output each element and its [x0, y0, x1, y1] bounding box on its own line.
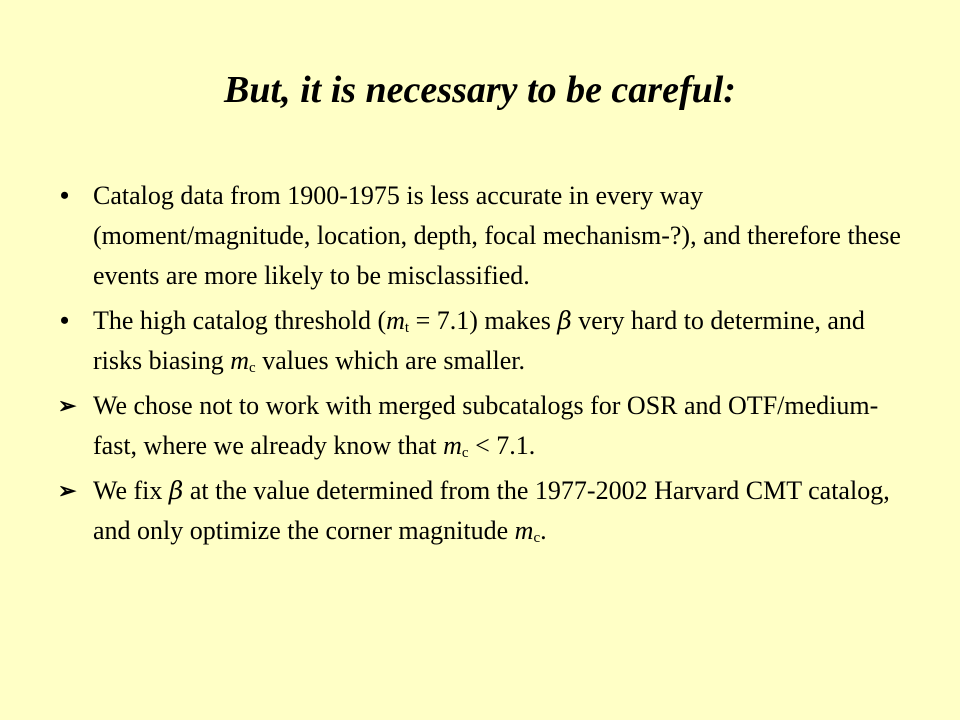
- math-m: m: [386, 306, 405, 335]
- math-m: m: [230, 346, 250, 375]
- bullet-dot-icon: •: [60, 306, 70, 335]
- bullet-item-2: [58, 301, 918, 381]
- bullet-item-1: [58, 176, 918, 296]
- subscript-c: c: [533, 530, 541, 546]
- bullet-item-3: [58, 386, 918, 466]
- bullet-item-4: [58, 471, 918, 551]
- bullet-text: Catalog data from 1900-1975 is less accurate in every way (moment/magnitude, location, depth, focal mechanism-?), and therefore these events are more likely to be misclassified.: [93, 181, 901, 290]
- bullet-dot-icon: •: [60, 181, 70, 210]
- arrow-bullet-icon: ➢: [58, 478, 77, 503]
- subscript-c: c: [249, 360, 256, 376]
- subscript-t: t: [404, 320, 410, 336]
- math-m: m: [443, 431, 462, 460]
- beta-symbol: β: [557, 306, 572, 335]
- bullet-text: The high catalog threshold $(m_t = 7.1)$ makes β very hard to determine, and risks biasing $m_c$ values which are smaller.: [93, 306, 865, 376]
- bullet-text: We fix β at the value determined from the 1977-2002 Harvard CMT catalog, and only optimize the corner magnitude $m_c$.: [93, 476, 890, 546]
- bullet-list: [58, 176, 918, 556]
- beta-symbol: β: [168, 476, 184, 505]
- bullet-text: We chose not to work with merged subcatalogs for OSR and OTF/medium-fast, where we already know that $m_c < 7.1$.: [93, 391, 879, 461]
- arrow-bullet-icon: ➢: [58, 393, 77, 418]
- subscript-c: c: [461, 445, 469, 461]
- slide-title: But, it is necessary to be careful:: [224, 69, 736, 111]
- math-m: m: [514, 516, 534, 545]
